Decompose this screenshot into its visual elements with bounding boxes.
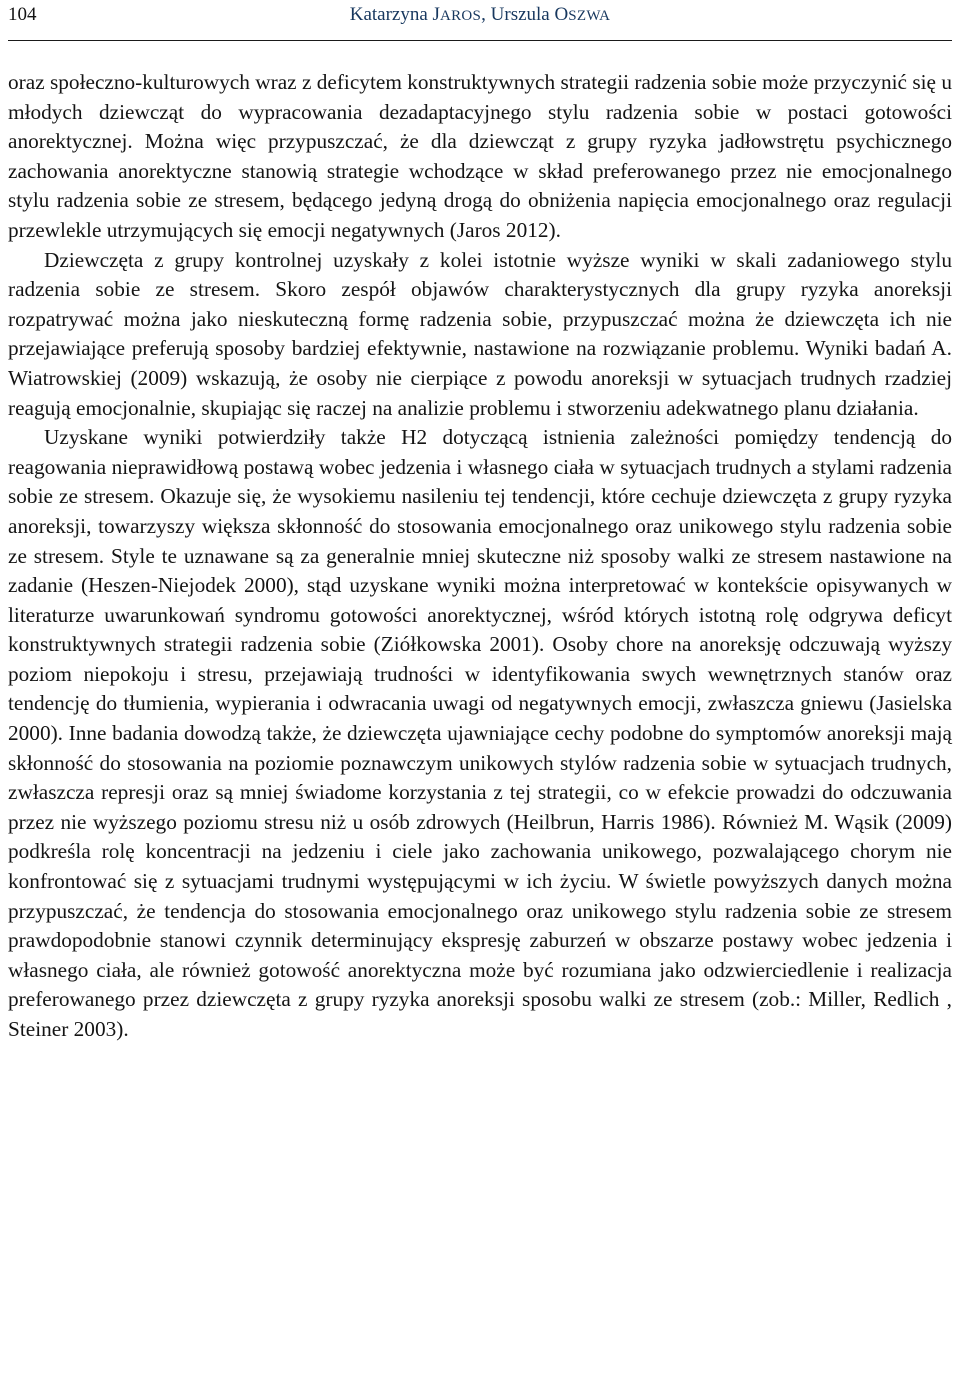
author-separator: , [481,4,491,25]
running-header-authors [8,4,952,26]
author-2-initial: Urszula O [490,4,569,25]
author-2-surname-rest: SZWA [568,8,611,24]
running-header [8,0,952,41]
body-text [8,68,952,1045]
document-page [8,0,952,1388]
paragraph-control-group: Dziewczęta z grupy kontrolnej uzyskały z kolei istotnie wyższe wyniki w skali zadaniowego stylu radzenia sobie ze stresem. Skoro zespół objawów charakterystycznych dla grupy ryzyka anoreksji rozpatrywać można jako nieskuteczną formę radzenia sobie, przypuszczać można że dziewczęta ich nie przejawiające preferują sposoby bardziej efektywnie, nastawione na rozwiązanie problemu. Wyniki badań A. Wiatrowskiej (2009) wskazują, że osoby nie cierpiące z powodu anoreksji w sytuacjach trudnych rzadziej reagują emocjonalnie, skupiając się raczej na analizie problemu i stworzeniu adekwatnego planu działania. [8,247,952,420]
page-number: 104 [8,4,37,25]
author-1-surname-rest: AROS [439,8,482,24]
author-1-initial: Katarzyna J [349,4,440,25]
paragraph-h2-results: Uzyskane wyniki potwierdziły także H2 dotyczącą istnienia zależności pomiędzy tendencją do reagowania nieprawidłową postawą wobec jedzenia i własnego ciała w sytuacjach trudnych a stylami radzenia sobie ze stresem. Okazuje się, że wysokiemu nasileniu tej tendencji, które cechuje dziewczęta z grupy ryzyka anoreksji, towarzyszy większa skłonność do stosowania emocjonalnego oraz unikowego stylu radzenia sobie ze stresem. Style te uznawane są za generalnie mniej skuteczne niż sposoby walki ze stresem nastawione na zadanie (Heszen-Niejodek 2000), stąd uzyskane wyniki można interpretować w kontekście opisywanych w literaturze uwarunkowań syndromu gotowości anorektycznej, wśród których istotną rolę odgrywa deficyt konstruktywnych strategii radzenia sobie (Ziółkowska 2001). Osoby chore na anoreksję odczuwają wyższy poziom niepokoju i stresu, przejawiają trudności w identyfikowania swych wewnętrznych stanów oraz tendencję do tłumienia, wypierania i odwracania uwagi od negatywnych emocji, zwłaszcza gniewu (Jasielska 2000). Inne badania dowodzą także, że dziewczęta ujawniające cechy podobne do symptomów anoreksji mają skłonność do stosowania na poziomie poznawczym unikowych stylów radzenia sobie w sytuacjach trudnych, zwłaszcza represji oraz są mniej świadome korzystania z tej strategii, co w efekcie prowadzi do odczuwania przez nie wyższego poziomu stresu niż u osób zdrowych (Heilbrun, Harris 1986). Również M. Wąsik (2009) podkreśla rolę koncentracji na jedzeniu i ciele jako zachowania unikowego, pozwalającego chorym nie konfrontować się z sytuacjami trudnymi występującymi w ich życiu. W świetle powyższych danych można przypuszczać, że tendencja do stosowania emocjonalnego oraz unikowego stylu radzenia sobie ze stresem prawdopodobnie stanowi czynnik determinujący ekspresję zaburzeń w obszarze postawy wobec jedzenia i własnego ciała, ale również gotowość anorektyczna może być rozumiana jako odzwierciedlenie i realizacja preferowanego przez dziewczęta z grupy ryzyka anoreksji sposobu walki ze stresem (zob.: Miller, Redlich , Steiner 2003). [8,425,952,1041]
paragraph-continuation: oraz społeczno-kulturowych wraz z deficytem konstruktywnych strategii radzenia sobie może przyczynić się u młodych dziewcząt do wypracowania dezadaptacyjnego stylu radzenia sobie w postaci gotowości anorektycznej. Można więc przypuszczać, że dla dziewcząt z grupy ryzyka jadłowstrętu psychicznego zachowania anorektyczne stanowią strategie wchodzące w skład preferowanego przez nie emocjonalnego stylu radzenia sobie ze stresem, będącego jedyną drogą do obniżenia napięcia emocjonalnego oraz regulacji przewlekle utrzymujących się emocji negatywnych (Jaros 2012). [8,70,952,242]
